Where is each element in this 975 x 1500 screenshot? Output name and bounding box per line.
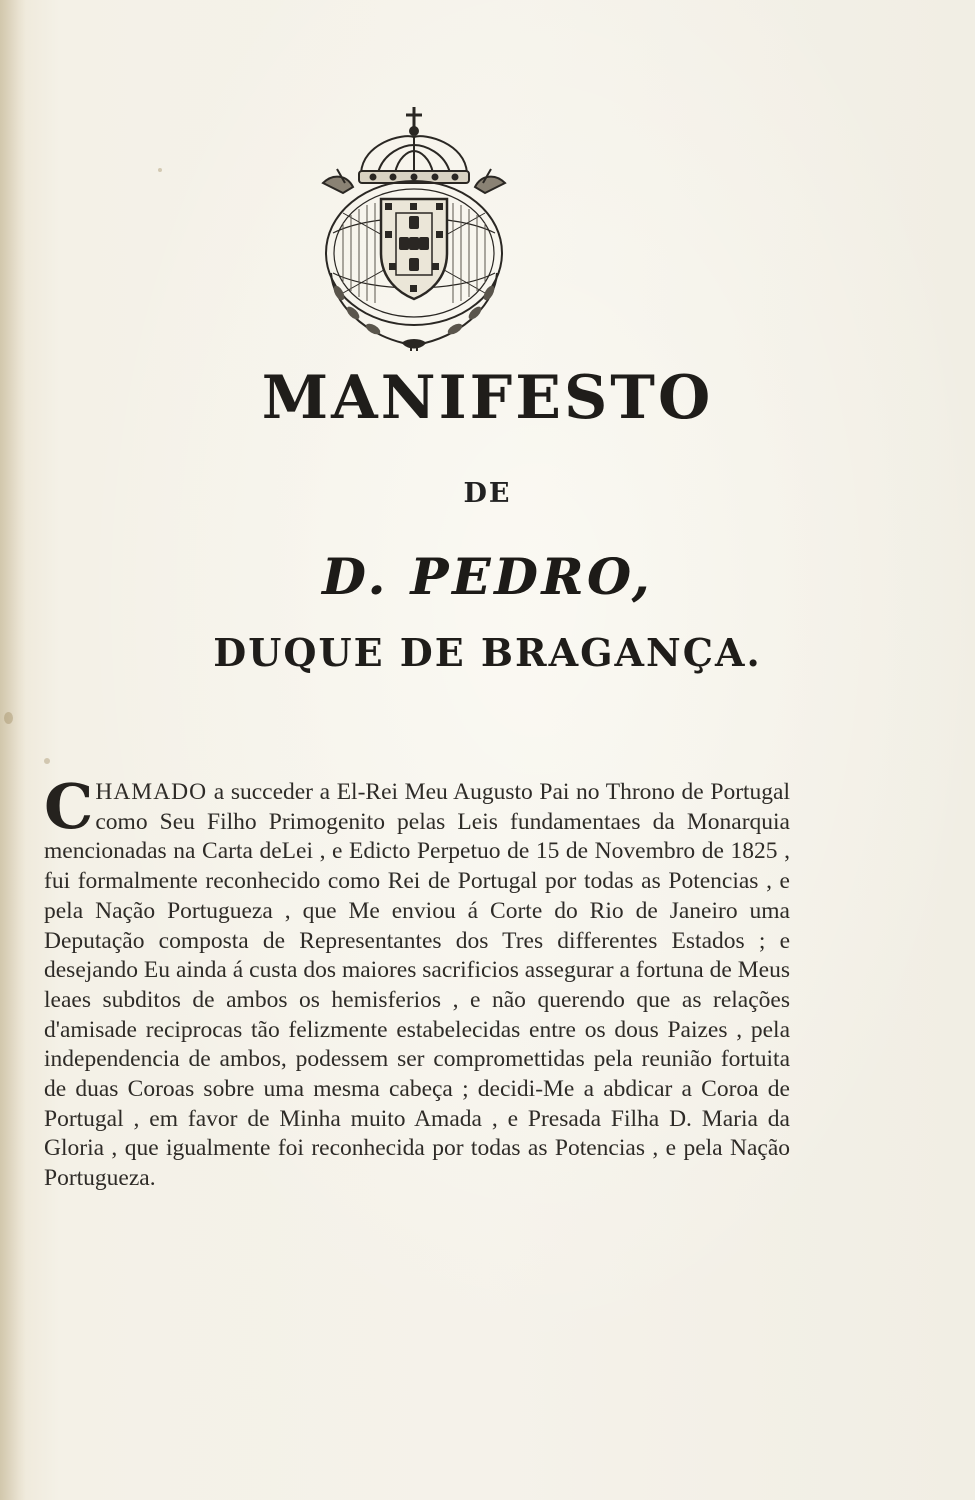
body-paragraph bbox=[44, 770, 791, 1194]
drop-cap: C bbox=[44, 770, 94, 843]
body-text: a succeder a El-Rei Meu Augusto Pai no Throno de Portugal como Seu Filho Primogenito pelas Leis fundamentaes da Monarquia mencionadas na Carta deLei , e Edicto Perpetuo de 15 de Novembro de 1825 , fui formalmente reconhecido como Rei de Portugal por todas as Potencias , e pela Nação Portugueza , que Me enviou á Corte do Rio de Janeiro uma Deputação composta de Representantes dos Tres differentes Estados ; e desejando Eu ainda á custa dos maiores sacrificios assegurar a fortuna de Meus leaes subditos de ambos os hemisferios , e não querendo que as relações d'amisade reciprocas tão felizmente estabelecidas entre os dous Paizes , pela independencia de ambos, podessem ser compromettidas pela reunião fortuita de duas Coroas sobre uma mesma cabeça ; decidi-Me a abdicar a Coroa de Portugal , em favor de Minha muito Amada , e Presada Filha D. Maria da Gloria , que igualmente foi reconhecida por todas as Potencias , e pela Nação Portugueza. bbox=[44, 779, 791, 1192]
stain bbox=[44, 758, 50, 764]
coat-of-arms-icon bbox=[303, 103, 525, 353]
author-subtitle: DUQUE DE BRAGANÇA. bbox=[213, 630, 762, 675]
lead-word: HAMADO bbox=[95, 779, 208, 805]
author-name: D. PEDRO, bbox=[321, 547, 654, 606]
stain bbox=[4, 712, 13, 724]
title-preposition: DE bbox=[463, 478, 512, 509]
stain bbox=[158, 168, 162, 172]
document-title: MANIFESTO bbox=[261, 363, 714, 433]
